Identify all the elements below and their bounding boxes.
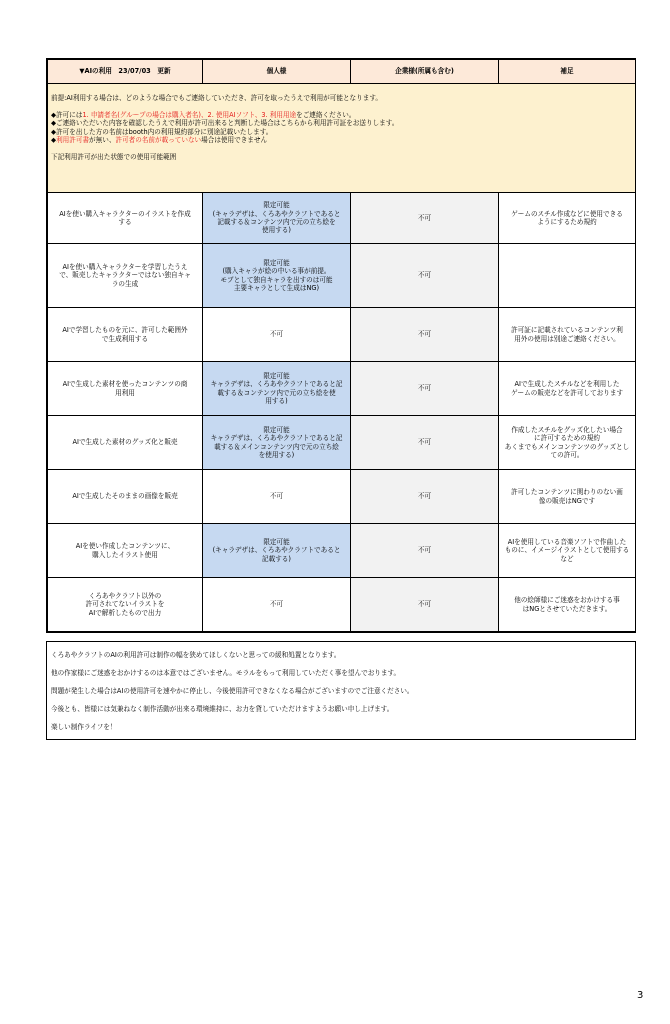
header-corporate: 企業様(所属も含む) <box>351 60 499 84</box>
premise-line: 前提:AI利用する場合は、どのような場合でもご連絡していただき、許可を取ったうえで利用が可能となります。 <box>51 94 382 102</box>
header-ai-usage: ▼AIの利用 23/07/03 更新 <box>48 60 203 84</box>
use-case-cell: AIで生成した素材のグッズ化と販売 <box>48 416 203 470</box>
premise-line: 下記利用許可が出た状態での使用可能範囲 <box>51 152 177 161</box>
page-number: 3 <box>637 990 644 1001</box>
individual-cell: 不可 <box>203 308 351 362</box>
table-row <box>48 578 636 632</box>
closing-note: 問題が発生した場合はAIの使用許可を速やかに停止し、今後使用許可できなくなる場合がございますのでご注意ください。 <box>51 686 414 695</box>
individual-cell: 限定可能 (キャラデザは、くろあやクラフトであると 記載する) <box>203 524 351 578</box>
closing-note: 他の作家様にご迷惑をおかけするのは本意ではございません。モラルをもって利用していただく事を望んでおります。 <box>51 668 401 677</box>
individual-cell: 限定可能 (キャラデザは、くろあやクラフトであると 記載する＆コンテンツ内で元の立ち絵を 使用する) <box>203 193 351 244</box>
table-row <box>48 308 636 362</box>
premise-cell <box>48 84 636 193</box>
note-cell: 他の絵師様にご迷惑をおかけする事 はNGとさせていただきます。 <box>499 578 636 632</box>
use-case-cell: くろあやクラフト以外の 許可されてないイラストを AIで解析したもので出力 <box>48 578 203 632</box>
header-individual: 個人様 <box>203 60 351 84</box>
use-case-cell: AIを使い購入キャラクターのイラストを作成 する <box>48 193 203 244</box>
premise-line: ◆利用許可書が無い、許可者の名前が載っていない場合は使用できません <box>51 136 268 145</box>
closing-notes-box <box>46 641 636 740</box>
note-cell: 許可証に記載されているコンテンツ利 用外の使用は別途ご連絡ください。 <box>499 308 636 362</box>
note-cell: ゲームのスチル作成などに使用できる ようにするため規約 <box>499 193 636 244</box>
warning-no-permit: 利用許可書 <box>56 136 90 145</box>
use-case-cell: AIで生成したそのままの画像を販売 <box>48 470 203 524</box>
table-header-row <box>48 60 636 84</box>
required-items: 1. 申請者名(グループの場合は購入者名)、2. 使用AIソフト、3. 利用用途 <box>82 110 297 119</box>
corporate-cell: 不可 <box>351 244 499 308</box>
permission-table <box>47 59 636 632</box>
use-case-cell: AIを使い作成したコンテンツに、 購入したイラスト使用 <box>48 524 203 578</box>
premise-row <box>48 84 636 193</box>
individual-cell: 不可 <box>203 578 351 632</box>
corporate-cell: 不可 <box>351 362 499 416</box>
use-case-cell: AIを使い購入キャラクターを学習したうえ で、販売したキャラクターではない独自キャ ラの生成 <box>48 244 203 308</box>
use-case-cell: AIで生成した素材を使ったコンテンツの商 用利用 <box>48 362 203 416</box>
note-cell: AIを使用している音楽ソフトで作曲した ものに、イメージイラストとして使用する など <box>499 524 636 578</box>
warning-no-name: 許可者の名前が載っていない <box>115 136 202 145</box>
note-cell <box>499 244 636 308</box>
note-cell: 作成したスチルをグッズ化したい場合 に許可するための規約 あくまでもメインコンテンツのグッズとし ての許可。 <box>499 416 636 470</box>
closing-note: くろあやクラフトのAIの利用許可は制作の幅を狭めてほしくないと思っての緩和処置となります。 <box>51 651 341 659</box>
individual-cell: 不可 <box>203 470 351 524</box>
individual-cell: 限定可能 (購入キャラが絵の中いる事が前提。 モブとして独自キャラを出すのは可能 主要キャラとして生成はNG) <box>203 244 351 308</box>
table-row <box>48 416 636 470</box>
table-row <box>48 244 636 308</box>
closing-note: 楽しい制作ライフを！ <box>51 722 117 731</box>
corporate-cell: 不可 <box>351 416 499 470</box>
corporate-cell: 不可 <box>351 470 499 524</box>
individual-cell: 限定可能 キャラデザは、くろあやクラフトであると記 載する＆コンテンツ内で元の立ち絵を使 用する) <box>203 362 351 416</box>
table-row <box>48 524 636 578</box>
corporate-cell: 不可 <box>351 193 499 244</box>
corporate-cell: 不可 <box>351 308 499 362</box>
corporate-cell: 不可 <box>351 578 499 632</box>
table-row <box>48 470 636 524</box>
table-row <box>48 362 636 416</box>
header-notes: 補足 <box>499 60 636 84</box>
premise-line: ◆ご連絡いただいた内容を確認したうえで利用が許可出来ると判断した場合はこちらから利用許可証をお送りします。 <box>51 119 399 128</box>
table-row <box>48 193 636 244</box>
note-cell: AIで生成したスチルなどを利用した ゲームの販売などを許可しております <box>499 362 636 416</box>
permission-table-sheet <box>46 58 636 633</box>
closing-note: 今後とも、皆様には気兼ねなく制作活動が出来る環境維持に、お力を貸していただけますようお願い申し上げます。 <box>51 704 394 713</box>
note-cell: 許可したコンテンツに関わりのない画 像の販売はNGです <box>499 470 636 524</box>
premise-line: ◆許可を出した方の名前はbooth内の利用規約部分に別途記載いたします。 <box>51 127 273 136</box>
premise-line: ◆許可には1. 申請者名(グループの場合は購入者名)、2. 使用AIソフト、3. 利用用途をご連絡ください。 <box>51 110 356 119</box>
use-case-cell: AIで学習したものを元に、許可した範囲外 で生成利用する <box>48 308 203 362</box>
corporate-cell: 不可 <box>351 524 499 578</box>
individual-cell: 限定可能 キャラデザは、くろあやクラフトであると記 載する＆メインコンテンツ内で元の立ち絵 を使用する) <box>203 416 351 470</box>
